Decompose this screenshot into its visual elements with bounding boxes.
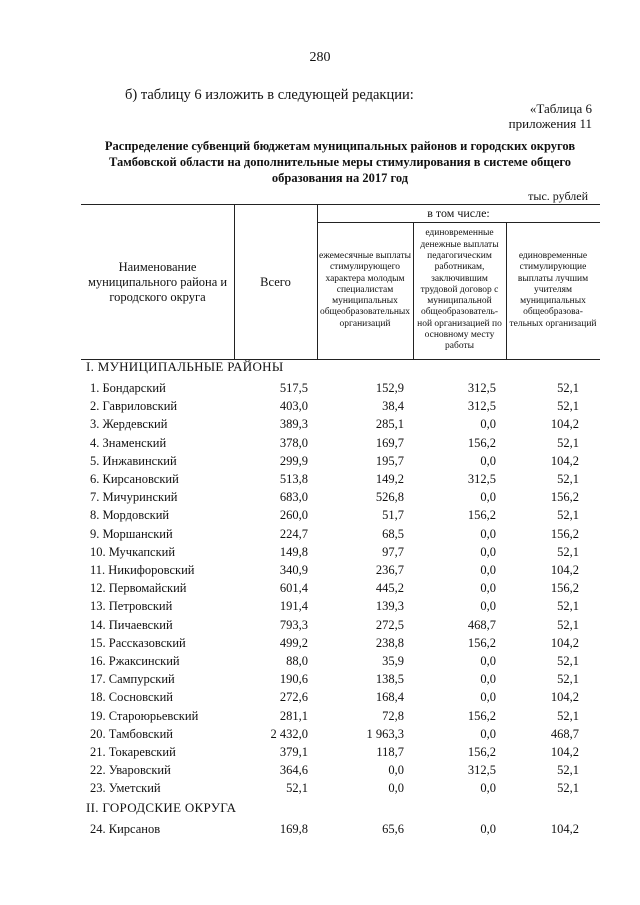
row-value-best-teachers: 104,2	[550, 690, 579, 705]
row-value-one-time-payments: 156,2	[467, 435, 496, 450]
table-reference	[509, 101, 592, 131]
row-name: 24. Кирсанов	[90, 821, 161, 836]
table-row	[81, 634, 600, 652]
row-total: 379,1	[279, 745, 308, 759]
table-row	[81, 616, 600, 634]
row-name: 7. Мичуринский	[90, 490, 178, 505]
row-value-best-teachers: 52,1	[557, 381, 579, 395]
row-value-best-teachers: 104,2	[550, 453, 579, 468]
row-value-one-time-payments: 156,2	[467, 708, 496, 723]
table-row	[81, 543, 600, 561]
table-row	[81, 506, 600, 524]
row-value-one-time-payments: 156,2	[467, 508, 496, 523]
row-name: 12. Первомайский	[90, 581, 187, 596]
table-header	[81, 204, 600, 360]
header-including: в том числе:	[427, 206, 490, 220]
row-name: 17. Сампурский	[90, 672, 175, 687]
row-value-best-teachers: 104,2	[550, 563, 579, 577]
table-row	[81, 820, 600, 838]
row-value-one-time-payments: 0,0	[480, 690, 496, 705]
row-value-best-teachers: 104,2	[550, 745, 579, 759]
table-row	[81, 488, 600, 506]
row-total: 499,2	[279, 635, 308, 650]
row-value-best-teachers: 156,2	[550, 581, 579, 596]
row-name: 2. Гавриловский	[90, 399, 178, 414]
row-value-one-time-payments: 312,5	[467, 381, 496, 395]
table-title: Распределение субвенций бюджетам муниципальных районов и городских округов Тамбовской области на дополнительные меры стимулирования в системе общего образования на 2017 год	[104, 139, 576, 185]
row-name: 14. Пичаевский	[90, 617, 173, 632]
section-title: II. ГОРОДСКИЕ ОКРУГА	[86, 799, 237, 815]
row-value-one-time-payments: 312,5	[467, 399, 496, 414]
row-total: 299,9	[279, 453, 308, 468]
table-row	[81, 779, 600, 797]
row-value-young-specialists: 236,7	[375, 563, 404, 577]
table-row	[81, 707, 600, 725]
row-value-young-specialists: 168,4	[375, 690, 404, 705]
row-total: 52,1	[286, 781, 308, 796]
header-total: Всего	[260, 274, 291, 289]
row-value-one-time-payments: 0,0	[480, 490, 496, 505]
page-number: 280	[309, 50, 331, 65]
row-value-one-time-payments: 0,0	[480, 563, 496, 577]
row-value-best-teachers: 104,2	[550, 417, 579, 432]
row-value-best-teachers: 156,2	[550, 490, 579, 505]
table-row	[81, 561, 600, 579]
row-name: 21. Токаревский	[90, 745, 176, 759]
table-row	[81, 579, 600, 597]
row-value-one-time-payments: 312,5	[467, 472, 496, 486]
row-name: 18. Сосновский	[90, 690, 173, 705]
row-value-one-time-payments: 0,0	[480, 453, 496, 468]
row-value-one-time-payments: 0,0	[480, 821, 496, 836]
row-value-best-teachers: 52,1	[557, 399, 579, 414]
row-value-one-time-payments: 0,0	[480, 672, 496, 687]
table-row	[81, 670, 600, 688]
row-value-young-specialists: 0,0	[388, 781, 404, 796]
row-name: 22. Уваровский	[90, 763, 171, 778]
table-row	[81, 452, 600, 470]
row-name: 13. Петровский	[90, 599, 173, 614]
row-total: 260,0	[279, 508, 308, 523]
table-row	[81, 761, 600, 779]
row-value-best-teachers: 52,1	[557, 672, 579, 687]
row-name: 3. Жердевский	[90, 417, 168, 432]
row-value-young-specialists: 51,7	[382, 508, 404, 523]
row-total: 2 432,0	[270, 726, 308, 741]
row-total: 403,0	[279, 399, 308, 414]
row-total: 683,0	[279, 490, 308, 505]
table-row	[81, 470, 600, 488]
row-name: 9. Моршанский	[90, 526, 173, 541]
row-value-young-specialists: 238,8	[375, 635, 404, 650]
row-name: 6. Кирсановский	[90, 472, 179, 486]
row-value-young-specialists: 149,2	[375, 472, 404, 486]
row-value-young-specialists: 272,5	[375, 617, 404, 632]
row-value-one-time-payments: 0,0	[480, 781, 496, 796]
row-value-best-teachers: 156,2	[550, 526, 579, 541]
row-value-best-teachers: 52,1	[557, 781, 579, 796]
intro-text: б) таблицу 6 изложить в следующей редакции:	[125, 87, 414, 103]
row-value-young-specialists: 72,8	[382, 708, 404, 723]
row-value-young-specialists: 139,3	[375, 599, 404, 614]
table-row	[81, 743, 600, 761]
header-col-young-specialists: ежемесячные выплаты стимулирующего характера молодым специалистам муниципальных общеобразовательных организаций	[319, 250, 411, 329]
row-total: 272,6	[279, 690, 308, 705]
row-total: 389,3	[279, 417, 308, 432]
table-row	[81, 415, 600, 433]
row-total: 149,8	[279, 544, 308, 559]
row-value-young-specialists: 285,1	[375, 417, 404, 432]
row-value-best-teachers: 104,2	[550, 821, 579, 836]
row-value-best-teachers: 52,1	[557, 617, 579, 632]
row-name: 11. Никифоровский	[90, 563, 195, 577]
row-value-young-specialists: 152,9	[375, 381, 404, 395]
row-name: 15. Рассказовский	[90, 635, 186, 650]
row-value-young-specialists: 35,9	[382, 654, 404, 668]
row-value-young-specialists: 169,7	[375, 435, 404, 450]
row-value-one-time-payments: 312,5	[467, 763, 496, 778]
row-value-best-teachers: 52,1	[557, 508, 579, 523]
row-total: 224,7	[279, 526, 308, 541]
row-total: 601,4	[279, 581, 308, 596]
header-col-best-teachers: единовременные стимулирующие выплаты лучшим учителям муниципальных общеобразова-тельных организаций	[509, 250, 597, 329]
table-reference-line1: «Таблица 6	[529, 101, 592, 116]
table-row	[81, 434, 600, 452]
row-value-best-teachers: 52,1	[557, 544, 579, 559]
table-row	[81, 688, 600, 706]
header-name: Наименование муниципального района и городского округа	[87, 259, 228, 304]
row-name: 19. Староюрьевский	[90, 708, 199, 723]
row-value-young-specialists: 0,0	[388, 763, 404, 778]
row-total: 281,1	[279, 708, 308, 723]
row-total: 340,9	[279, 563, 308, 577]
row-value-best-teachers: 52,1	[557, 435, 579, 450]
row-name: 20. Тамбовский	[90, 726, 173, 741]
row-value-one-time-payments: 0,0	[480, 726, 496, 741]
row-value-young-specialists: 38,4	[382, 399, 404, 414]
row-value-one-time-payments: 0,0	[480, 599, 496, 614]
row-value-young-specialists: 195,7	[375, 453, 404, 468]
row-name: 1. Бондарский	[90, 381, 166, 395]
row-name: 23. Уметский	[90, 781, 161, 796]
row-total: 169,8	[279, 821, 308, 836]
row-value-young-specialists: 526,8	[375, 490, 404, 505]
row-value-one-time-payments: 0,0	[480, 581, 496, 596]
row-total: 364,6	[279, 763, 308, 778]
unit-label: тыс. рублей	[528, 189, 588, 203]
row-value-one-time-payments: 0,0	[480, 654, 496, 668]
row-total: 191,4	[279, 599, 308, 614]
table-reference-line2: приложения 11	[508, 116, 592, 131]
row-total: 517,5	[279, 381, 308, 395]
row-value-best-teachers: 52,1	[557, 472, 579, 486]
row-value-best-teachers: 52,1	[557, 654, 579, 668]
row-name: 16. Ржаксинский	[90, 654, 180, 668]
row-name: 8. Мордовский	[90, 508, 170, 523]
row-value-one-time-payments: 156,2	[467, 635, 496, 650]
section-title: I. МУНИЦИПАЛЬНЫЕ РАЙОНЫ	[86, 359, 284, 374]
row-value-young-specialists: 138,5	[375, 672, 404, 687]
row-total: 793,3	[279, 617, 308, 632]
row-value-one-time-payments: 156,2	[467, 745, 496, 759]
row-value-best-teachers: 52,1	[557, 763, 579, 778]
row-name: 10. Мучкапский	[90, 544, 176, 559]
row-value-one-time-payments: 468,7	[467, 617, 496, 632]
row-total: 378,0	[279, 435, 308, 450]
header-col-one-time-payments: единовременные денежные выплаты педагогическим работникам, заключившим трудовой договор с муниципальной общеобразователь-ной организацией по основному месту работы	[417, 228, 502, 352]
table-row	[81, 379, 600, 397]
row-name: 4. Знаменский	[90, 435, 167, 450]
row-total: 88,0	[286, 654, 308, 668]
table-row	[81, 397, 600, 415]
row-value-best-teachers: 52,1	[557, 708, 579, 723]
table-row	[81, 597, 600, 615]
row-value-young-specialists: 1 963,3	[366, 726, 404, 741]
table-row	[81, 525, 600, 543]
row-total: 190,6	[279, 672, 308, 687]
row-value-best-teachers: 104,2	[550, 635, 579, 650]
row-value-best-teachers: 468,7	[550, 726, 579, 741]
table-row	[81, 652, 600, 670]
row-total: 513,8	[279, 472, 308, 486]
row-value-young-specialists: 65,6	[382, 821, 404, 836]
row-value-young-specialists: 68,5	[382, 526, 404, 541]
row-value-one-time-payments: 0,0	[480, 417, 496, 432]
row-value-one-time-payments: 0,0	[480, 544, 496, 559]
row-value-best-teachers: 52,1	[557, 599, 579, 614]
row-value-young-specialists: 97,7	[382, 544, 404, 559]
row-value-young-specialists: 445,2	[375, 581, 404, 596]
row-name: 5. Инжавинский	[90, 453, 177, 468]
table-row	[81, 725, 600, 743]
row-value-one-time-payments: 0,0	[480, 526, 496, 541]
row-value-young-specialists: 118,7	[376, 745, 404, 759]
